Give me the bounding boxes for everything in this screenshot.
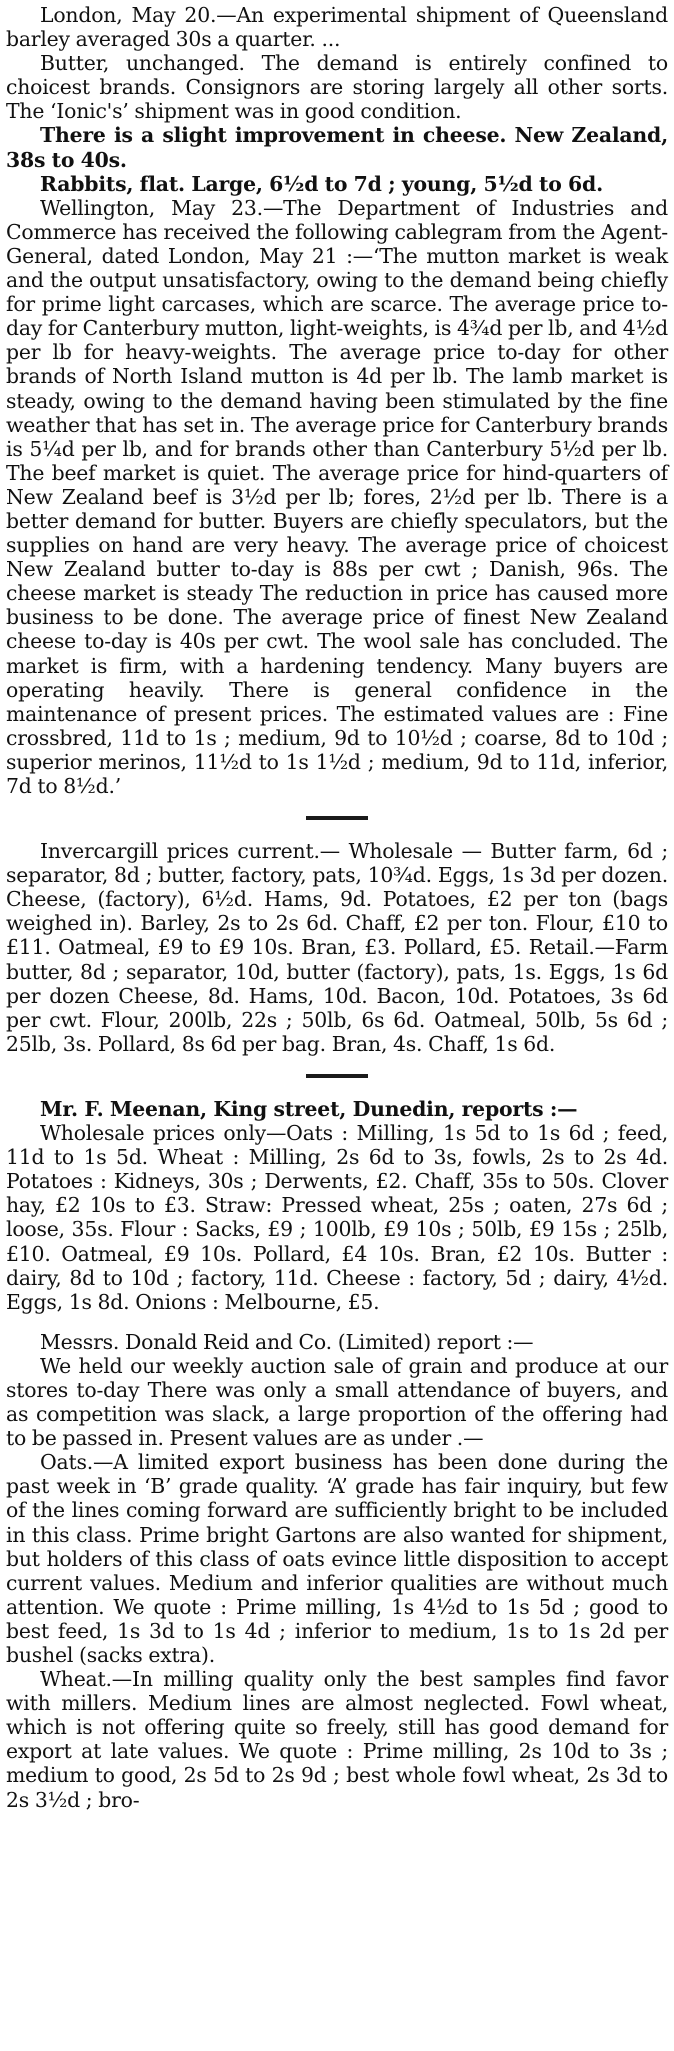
wheat-paragraph: Wheat.—In milling quality only the best samples find favor with millers. Medium lines are almost neglected. Fowl wheat, which is not offering quite so freely, still has good demand for export at late values. We quote : Prime milling, 2s 10d to 3s ; medium to good, 2s 5d to 2s 9d ; best whole fowl wheat, 2s 3d to 2s 3½d ; bro- bbox=[6, 1667, 668, 1812]
section-divider bbox=[306, 816, 368, 820]
cheese-paragraph: There is a slight improvement in cheese. New Zealand, 38s to 40s. bbox=[6, 123, 668, 172]
butter-paragraph: Butter, unchanged. The demand is entirely confined to choicest brands. Consignors are storing largely all other sorts. The ‘Ionic's’ shipment was in good condition. bbox=[6, 51, 668, 124]
rabbits-paragraph: Rabbits, flat. Large, 6½d to 7d ; young, 5½d to 6d. bbox=[40, 171, 603, 196]
london-cable-paragraph: London, May 20.—An experimental shipment of Queensland barley averaged 30s a quarter. ... bbox=[6, 3, 668, 52]
oats-paragraph: Oats.—A limited export business has been done during the past week in ‘B’ grade quality. ‘A’ grade has fair inquiry, but few of the lines coming forward are sufficiently bright to be included in this class. Prime bright Gartons are also wanted for shipment, but holders of this class of oats evince little disposition to accept current values. Medium and inferior qualities are without much attention. We quote : Prime milling, 1s 4½d to 1s 5d ; good to best feed, 1s 3d to 1s 4d ; inferior to medium, 1s to 1s 2d per bushel (sacks extra). bbox=[6, 1450, 668, 1667]
reid-auction-paragraph: We held our weekly auction sale of grain and produce at our stores to-day There was only a small attendance of buyers, and as competition was slack, a large proportion of the offering had to be passed in. Present values are as under .— bbox=[6, 1353, 668, 1451]
section-divider bbox=[306, 1074, 368, 1078]
wellington-cablegram-paragraph: Wellington, May 23.—The Department of Industries and Commerce has received the following cablegram from the Agent-General, dated London, May 21 :—‘The mutton market is weak and the output unsatisfactory, owing to the demand being chiefly for prime light carcases, which are scarce. The average price to-day for Canterbury mutton, light-weights, is 4¾d per lb, and 4½d per lb for heavy-weights. The average price to-day for other brands of North Island mutton is 4d per lb. The lamb market is steady, owing to the demand having been stimulated by the fine weather that has set in. The average price for Canterbury brands is 5¼d per lb, and for brands other than Canterbury 5½d per lb. The beef market is quiet. The average price for hind-quarters of New Zealand beef is 3½d per lb; fores, 2½d per lb. There is a better demand for butter. Buyers are chiefly speculators, but the supplies on hand are very heavy. The average price of choicest New Zealand butter to-day is 88s per cwt ; Danish, 96s. The cheese market is steady The reduction in price has caused more business to be done. The average price of finest New Zealand cheese to-day is 40s per cwt. The wool sale has concluded. The market is firm, with a hardening tendency. Many buyers are operating heavily. There is general confidence in the maintenance of present prices. The estimated values are : Fine crossbred, 11d to 1s ; medium, 9d to 10½d ; coarse, 8d to 10d ; superior merinos, 11½d to 1s 1½d ; medium, 9d to 11d, inferior, 7d to 8½d.’ bbox=[6, 195, 668, 798]
invercargill-prices-paragraph: Invercargill prices current.— Wholesale — Butter farm, 6d ; separator, 8d ; butter, factory, pats, 10¾d. Eggs, 1s 3d per dozen. Cheese, (factory), 6½d. Hams, 9d. Potatoes, £2 per ton (bags weighed in). Barley, 2s to 2s 6d. Chaff, £2 per ton. Flour, £10 to £11. Oatmeal, £9 to £9 10s. Bran, £3. Pollard, £5. Retail.—Farm butter, 8d ; separator, 10d, butter (factory), pats, 1s. Eggs, 1s 6d per dozen Cheese, 8d. Hams, 10d. Bacon, 10d. Potatoes, 3s 6d per cwt. Flour, 200lb, 22s ; 50lb, 6s 6d. Oatmeal, 50lb, 5s 6d ; 25lb, 3s. Pollard, 8s 6d per bag. Bran, 4s. Chaff, 1s 6d. bbox=[6, 839, 668, 1056]
reid-report-heading: Messrs. Donald Reid and Co. (Limited) report :— bbox=[40, 1329, 534, 1354]
section-spacer bbox=[6, 1314, 668, 1330]
meenan-wholesale-paragraph: Wholesale prices only—Oats : Milling, 1s 5d to 1s 6d ; feed, 11d to 1s 5d. Wheat : Milling, 2s 6d to 3s, fowls, 2s to 2s 4d. Potatoes : Kidneys, 30s ; Derwents, £2. Chaff, 35s to 50s. Clover hay, £2 10s to £3. Straw: Pressed wheat, 25s ; oaten, 27s 6d ; loose, 35s. Flour : Sacks, £9 ; 100lb, £9 10s ; 50lb, £9 15s ; 25lb, £10. Oatmeal, £9 10s. Pollard, £4 10s. Bran, £2 10s. Butter : dairy, 8d to 10d ; factory, 11d. Cheese : factory, 5d ; dairy, 4½d. Eggs, 1s 8d. Onions : Melbourne, £5. bbox=[6, 1121, 668, 1314]
meenan-report-heading: Mr. F. Meenan, King street, Dunedin, reports :— bbox=[40, 1096, 578, 1121]
